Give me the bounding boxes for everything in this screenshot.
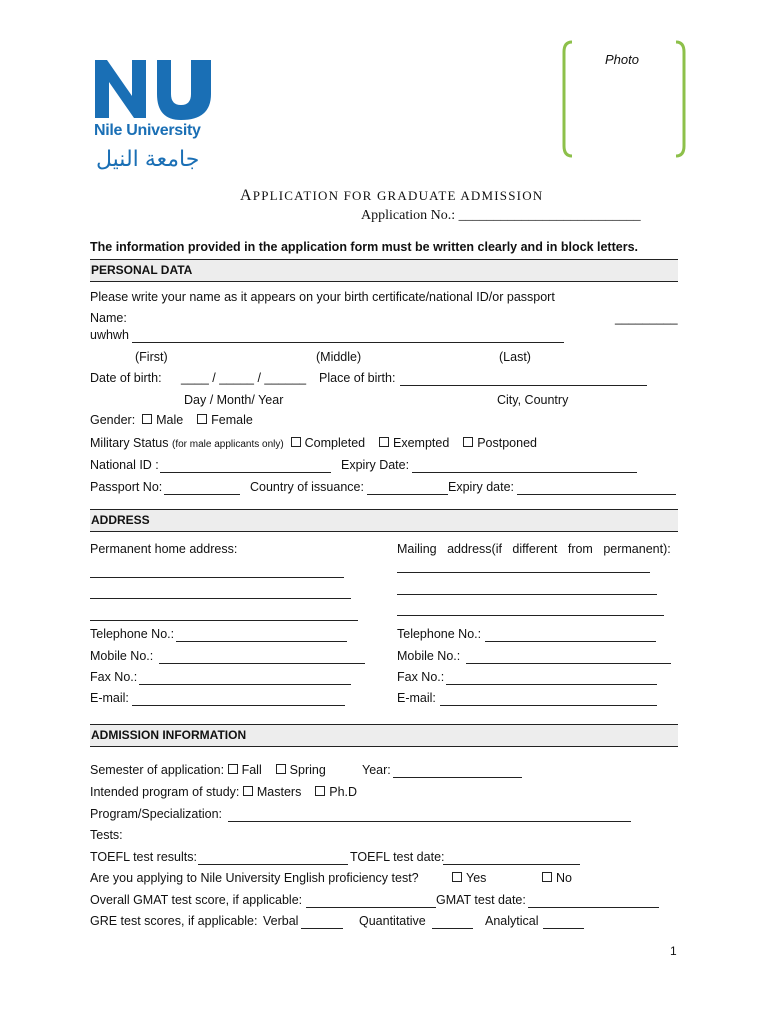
gmat-date-field[interactable] [528,907,659,908]
military-row [90,436,537,450]
semester-row [90,763,326,777]
passport-field[interactable] [164,494,240,495]
gender-female-label: Female [211,413,253,427]
military-postponed-checkbox[interactable] [463,437,473,447]
gre-verbal-field[interactable] [301,928,343,929]
fax-field[interactable] [139,684,351,685]
program-phd-checkbox[interactable] [315,786,325,796]
specialization-label: Program/Specialization: [90,807,223,821]
program-row [90,785,357,799]
section-address [90,509,678,532]
permanent-address-line-2[interactable] [90,598,351,599]
logo-wordmark: Nile University [94,122,201,139]
military-completed-checkbox[interactable] [291,437,301,447]
gre-verbal-label: Verbal [263,914,299,928]
gender-female-checkbox[interactable] [197,414,207,424]
gender-label: Gender: [90,413,136,427]
mailing-address-line-3[interactable] [397,615,664,616]
pob-field[interactable] [400,385,647,386]
gender-male-checkbox[interactable] [142,414,152,424]
pob-label: Place of birth: [319,371,396,385]
program-masters-checkbox[interactable] [243,786,253,796]
semester-label: Semester of application: [90,763,225,777]
military-note: (for male applicants only) [171,439,284,450]
national-id-field[interactable] [160,472,331,473]
mobile-field[interactable] [159,663,365,664]
semester-fall-checkbox[interactable] [228,764,238,774]
title-rest: PPLICATION FOR GRADUATE ADMISSION [252,188,544,203]
year-field[interactable] [393,777,522,778]
email-label: E-mail: [90,691,129,705]
nu-english-yes [452,871,486,885]
email-label-2: E-mail: [397,691,436,705]
military-postponed-label: Postponed [477,436,537,450]
email-field-2[interactable] [440,705,657,706]
passport-label: Passport No: [90,480,163,494]
mobile-label-2: Mobile No.: [397,649,461,663]
fax-label-2: Fax No.: [397,670,445,684]
application-number[interactable]: Application No.: __________________________ [361,208,641,223]
logo-arabic-text: جامعة النيل [96,146,200,171]
program-masters-label: Masters [256,785,302,799]
gmat-label: Overall GMAT test score, if applicable: [90,893,303,907]
section-admission-title: ADMISSION INFORMATION [91,728,247,742]
national-id-expiry-field[interactable] [412,472,637,473]
gre-quant-label: Quantitative [359,914,426,928]
telephone-label-2: Telephone No.: [397,627,482,641]
dob-field[interactable]: ____ / _____ / ______ [181,371,307,385]
specialization-field[interactable] [228,821,631,822]
gre-label: GRE test scores, if applicable: [90,914,258,928]
name-last-hint: (Last) [499,350,531,364]
mobile-label: Mobile No.: [90,649,154,663]
nu-english-label: Are you applying to Nile University English proficiency test? [90,871,419,885]
name-label: Name: [90,311,127,325]
toefl-field[interactable] [198,864,348,865]
military-label: Military Status [90,436,169,450]
national-id-label: National ID : [90,458,159,472]
fax-field-2[interactable] [446,684,657,685]
telephone-field-2[interactable] [485,641,656,642]
dob-hint: Day / Month/ Year [184,393,284,407]
mailing-address-label: Mailing address(if different from permanent): [397,542,671,556]
passport-expiry-label: Expiry date: [448,480,515,494]
section-address-title: ADDRESS [91,513,150,527]
program-label: Intended program of study: [90,785,240,799]
gre-analytical-field[interactable] [543,928,584,929]
name-underline[interactable] [132,342,564,343]
gre-quant-field[interactable] [432,928,473,929]
toefl-date-field[interactable] [443,864,580,865]
gender-male-label: Male [156,413,184,427]
military-exempted-checkbox[interactable] [379,437,389,447]
nu-english-yes-checkbox[interactable] [452,872,462,882]
semester-spring-checkbox[interactable] [276,764,286,774]
pob-hint: City, Country [497,393,569,407]
passport-expiry-field[interactable] [517,494,676,495]
semester-spring-label: Spring [289,763,326,777]
section-personal-title: PERSONAL DATA [91,263,193,277]
country-label: Country of issuance: [250,480,364,494]
email-field[interactable] [132,705,345,706]
military-completed-label: Completed [304,436,366,450]
dob-label: Date of birth: [90,371,162,385]
gmat-field[interactable] [306,907,436,908]
gender-row [90,413,253,427]
intro-text: The information provided in the application form must be written clearly and in block letters. [90,240,638,254]
name-first-hint: (First) [135,350,168,364]
name-middle-hint: (Middle) [316,350,362,364]
section-admission [90,724,678,747]
gmat-date-label: GMAT test date: [436,893,526,907]
semester-fall-label: Fall [241,763,262,777]
gre-analytical-label: Analytical [485,914,539,928]
toefl-label: TOEFL test results: [90,850,197,864]
telephone-label: Telephone No.: [90,627,175,641]
program-phd-label: Ph.D [329,785,358,799]
toefl-date-label: TOEFL test date: [350,850,445,864]
name-value[interactable]: uwhwh [90,328,129,342]
form-title [240,187,543,205]
permanent-address-line-1[interactable] [90,577,344,578]
nu-english-yes-label: Yes [466,871,487,885]
mobile-field-2[interactable] [466,663,671,664]
name-trailing-line[interactable]: _________ [615,311,678,325]
year-label: Year: [362,763,391,777]
nu-english-no-checkbox[interactable] [542,872,552,882]
permanent-address-line-3[interactable] [90,620,358,621]
nu-english-no [542,871,572,885]
nu-english-no-label: No [556,871,572,885]
name-instructions: Please write your name as it appears on your birth certificate/national ID/or passport [90,290,555,304]
mailing-address-line-2[interactable] [397,594,657,595]
military-exempted-label: Exempted [393,436,450,450]
permanent-address-label: Permanent home address: [90,542,238,556]
national-id-expiry-label: Expiry Date: [341,458,410,472]
country-field[interactable] [367,494,448,495]
fax-label: Fax No.: [90,670,138,684]
mailing-address-line-1[interactable] [397,572,650,573]
page-number: 1 [670,944,677,958]
title-first-letter: A [240,187,253,204]
telephone-field[interactable] [176,641,347,642]
photo-label: Photo [605,52,639,67]
section-personal-data [90,259,678,282]
tests-label: Tests: [90,828,123,842]
